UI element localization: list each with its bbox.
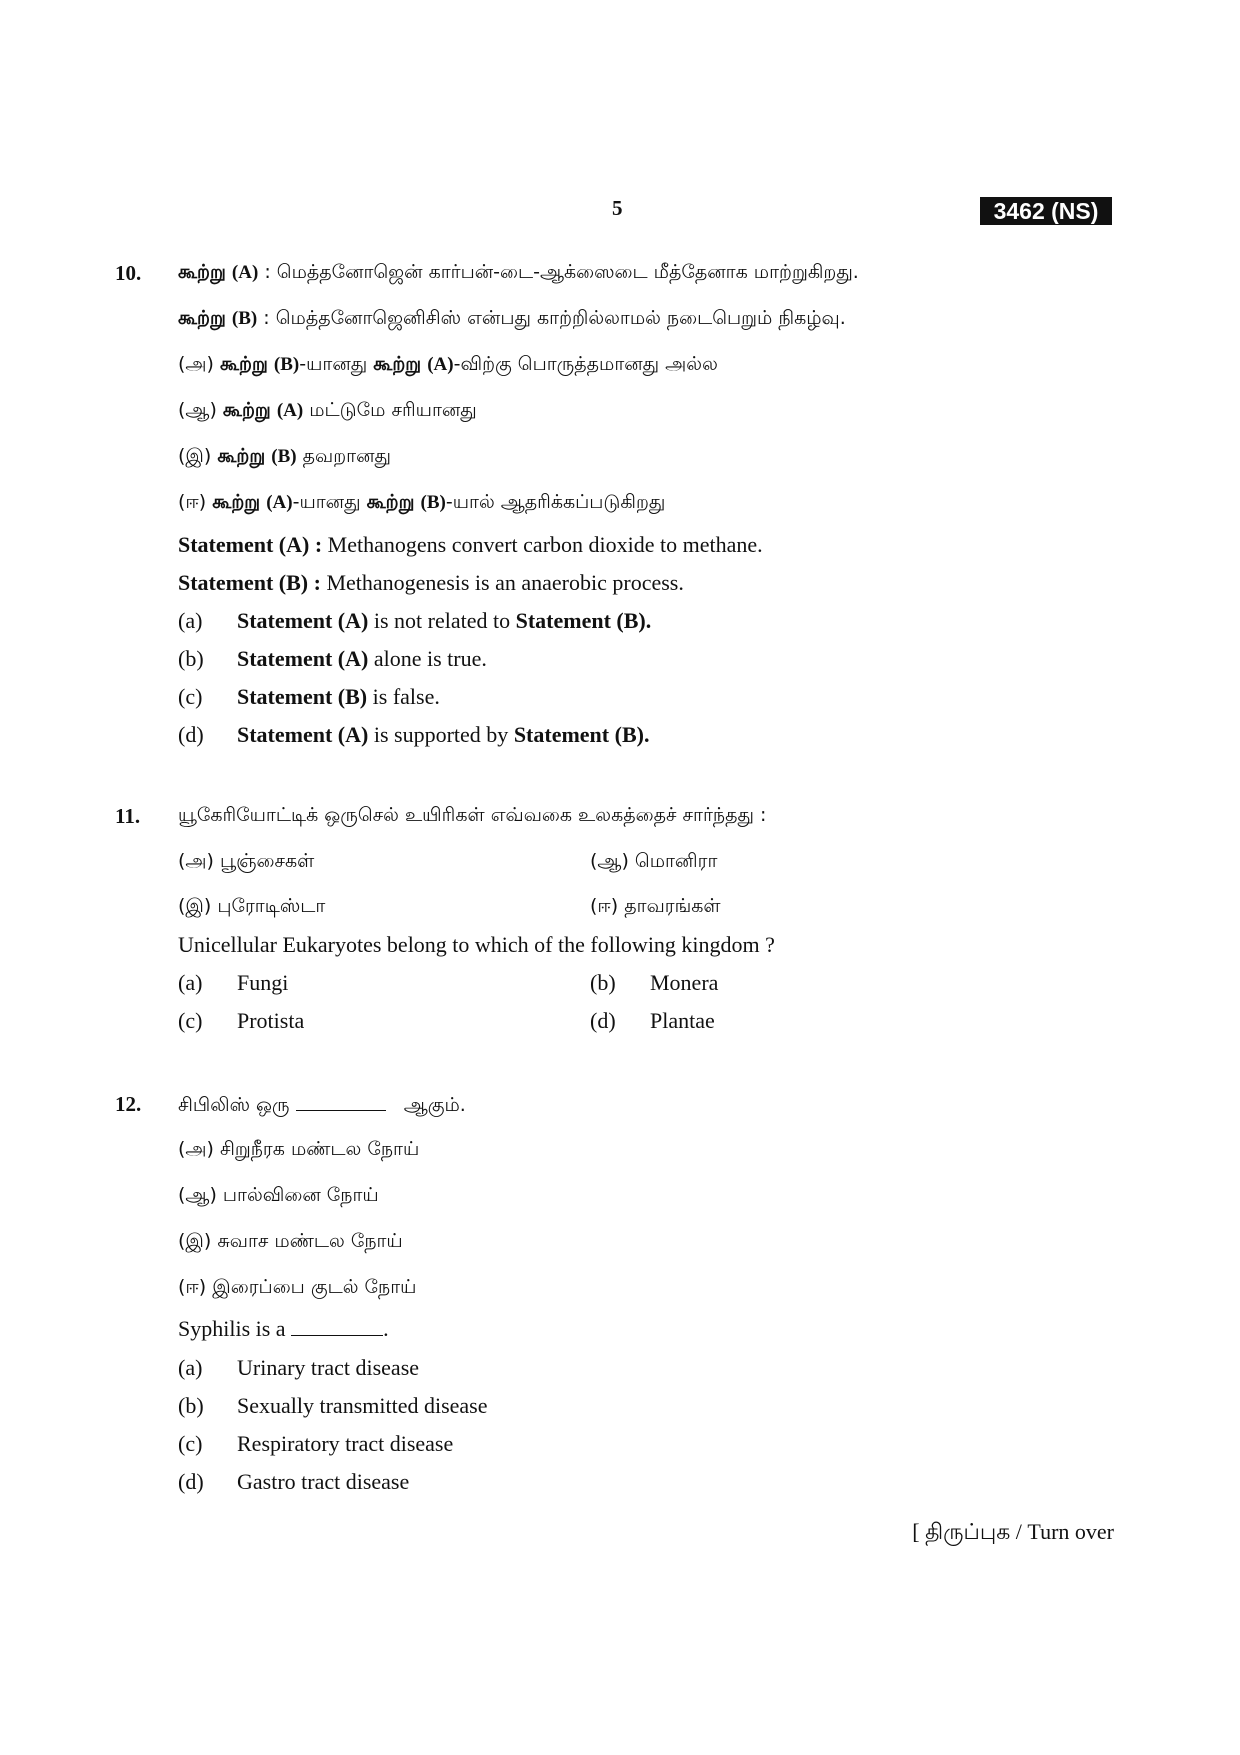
option-text: -யால் ஆதரிக்கப்படுகிறது <box>445 491 666 513</box>
page-number: 5 <box>612 196 623 220</box>
q10-en-statement-b <box>178 570 684 596</box>
q12-en-option-c-label: (c) <box>178 1431 203 1456</box>
option-text: is supported by <box>373 722 509 747</box>
statement-label: (B) <box>231 308 258 329</box>
statement-word: கூற்று <box>178 307 226 329</box>
statement-label: Statement (B) : <box>178 570 321 595</box>
q12-ta-option-1 <box>178 1138 419 1163</box>
q12-en-option-c: Respiratory tract disease <box>237 1431 454 1456</box>
option-text: . <box>643 722 650 747</box>
q12-en-option-a-label: (a) <box>178 1355 203 1380</box>
statement-word: கூற்று <box>373 353 422 375</box>
option-text: மொனிரா <box>634 850 718 872</box>
q10-ta-option-1 <box>178 353 718 378</box>
q11-en-option-d-label: (d) <box>590 1008 616 1033</box>
q11-en-option-d: Plantae <box>650 1008 715 1033</box>
option-text: alone is true. <box>373 646 487 671</box>
option-text: புரோடிஸ்டா <box>217 895 326 917</box>
q11-ta-question: யூகேரியோட்டிக் ஒருசெல் உயிரிகள் எவ்வகை உலகத்தைச் சார்ந்தது : <box>178 804 767 826</box>
answer-blank <box>291 1317 383 1336</box>
q10-ta-statement-b <box>178 307 846 332</box>
option-text: தாவரங்கள் <box>624 895 721 917</box>
option-label: (ஈ) <box>178 1276 207 1298</box>
turn-over-note: [ திருப்புக / Turn over <box>912 1519 1114 1544</box>
statement-word: கூற்று <box>217 445 266 467</box>
statement-label: (A) <box>266 492 293 513</box>
question-10-number: 10. <box>115 261 142 285</box>
q12-en-option-b-label: (b) <box>178 1393 204 1418</box>
statement-ref: Statement (B) <box>515 608 646 633</box>
option-label: (ஈ) <box>178 491 207 513</box>
option-text: -யானது <box>299 353 368 375</box>
q10-ta-option-4 <box>178 491 665 516</box>
option-label: (இ) <box>178 1230 212 1252</box>
statement-label: (A) <box>231 262 259 283</box>
option-text: -விற்கு பொருத்தமானது அல்ல <box>453 353 718 375</box>
answer-blank <box>296 1092 386 1111</box>
question-12-number: 12. <box>115 1092 142 1116</box>
q12-ta-option-4 <box>178 1276 416 1301</box>
q10-en-option-c: (c) <box>178 684 203 709</box>
q10-en-statement-a <box>178 532 763 558</box>
statement-label: (B) <box>273 354 300 375</box>
option-label: (ஆ) <box>590 850 629 872</box>
q10-ta-option-2 <box>178 399 477 424</box>
option-label: (அ) <box>178 1138 214 1160</box>
statement-text: Methanogens convert carbon dioxide to methane. <box>327 532 763 557</box>
statement-word: கூற்று <box>178 261 226 283</box>
q11-en-option-c: Protista <box>237 1008 305 1033</box>
q11-en-option-b: Monera <box>650 970 719 995</box>
statement-label: (B) <box>271 446 297 467</box>
option-label: (ஆ) <box>178 1184 217 1206</box>
q10-en-option-c-text <box>237 684 440 710</box>
option-text: மட்டுமே சரியானது <box>309 399 477 421</box>
q10-en-option-d: (d) <box>178 722 204 747</box>
q11-ta-option-4 <box>590 895 721 920</box>
q11-en-option-c-label: (c) <box>178 1008 203 1033</box>
option-label: (இ) <box>178 895 212 917</box>
option-text: சிறுநீரக மண்டல நோய் <box>220 1138 420 1160</box>
statement-label: (B) <box>420 492 446 513</box>
q10-en-option-a: (a) <box>178 608 203 633</box>
q12-en-option-b: Sexually transmitted disease <box>237 1393 488 1418</box>
option-label: (அ) <box>178 850 214 872</box>
question-text: . <box>383 1316 389 1341</box>
q11-en-option-b-label: (b) <box>590 970 616 995</box>
statement-label: (A) <box>276 400 304 421</box>
statement-label: Statement (A) : <box>178 532 323 557</box>
q11-en-option-a-label: (a) <box>178 970 203 995</box>
q12-en-option-d: Gastro tract disease <box>237 1469 410 1494</box>
option-text: இரைப்பை குடல் நோய் <box>212 1276 417 1298</box>
q11-ta-option-3 <box>178 895 325 920</box>
option-text: . <box>645 608 652 633</box>
statement-text: : மெத்தனோஜெனிசிஸ் என்பது காற்றில்லாமல் நடைபெறும் நிகழ்வு. <box>263 307 846 329</box>
q10-en-option-b-text <box>237 646 487 672</box>
statement-ref: Statement (A) <box>237 722 369 747</box>
option-label: (ஈ) <box>590 895 619 917</box>
option-text: -யானது <box>292 491 361 513</box>
statement-word: கூற்று <box>222 399 271 421</box>
statement-word: கூற்று <box>366 491 415 513</box>
statement-word: கூற்று <box>220 353 268 375</box>
paper-code-badge: 3462 (NS) <box>980 197 1112 225</box>
statement-word: கூற்று <box>212 491 261 513</box>
question-11-number: 11. <box>115 804 141 828</box>
statement-text: : மெத்தனோஜென் கார்பன்-டை-ஆக்ஸைடை மீத்தேனாக மாற்றுகிறது. <box>264 261 859 283</box>
q11-en-question: Unicellular Eukaryotes belong to which of the following kingdom ? <box>178 932 775 957</box>
statement-ref: Statement (A) <box>237 608 369 633</box>
option-text: பூஞ்சைகள் <box>220 850 315 872</box>
option-label: (இ) <box>178 445 212 467</box>
option-label: (ஆ) <box>178 399 217 421</box>
statement-ref: Statement (B) <box>237 684 368 709</box>
question-text: ஆகும். <box>403 1094 466 1116</box>
q12-ta-option-3 <box>178 1230 403 1255</box>
statement-label: (A) <box>427 354 454 375</box>
q10-en-option-b: (b) <box>178 646 204 671</box>
q12-ta-option-2 <box>178 1184 379 1209</box>
statement-text: Methanogenesis is an anaerobic process. <box>326 570 684 595</box>
statement-ref: Statement (A) <box>237 646 369 671</box>
q10-ta-statement-a <box>178 261 859 286</box>
q11-en-option-a: Fungi <box>237 970 289 995</box>
option-text: சுவாச மண்டல நோய் <box>217 1230 403 1252</box>
q11-ta-option-1 <box>178 850 314 875</box>
option-text: is not related to <box>373 608 511 633</box>
option-text: பால்வினை நோய் <box>222 1184 379 1206</box>
q12-en-option-a: Urinary tract disease <box>237 1355 420 1380</box>
q12-ta-question <box>178 1092 466 1119</box>
question-text: சிபிலிஸ் ஒரு <box>178 1094 290 1116</box>
option-text: is false. <box>372 684 440 709</box>
q12-en-question <box>178 1316 389 1342</box>
q11-ta-option-2 <box>590 850 717 875</box>
statement-ref: Statement (B) <box>513 722 644 747</box>
q12-en-option-d-label: (d) <box>178 1469 204 1494</box>
option-label: (அ) <box>178 353 214 375</box>
q10-en-option-d-text <box>237 722 649 748</box>
question-text: Syphilis is a <box>178 1316 286 1341</box>
q10-ta-option-3 <box>178 445 391 470</box>
option-text: தவறானது <box>302 445 391 467</box>
q10-en-option-a-text <box>237 608 651 634</box>
